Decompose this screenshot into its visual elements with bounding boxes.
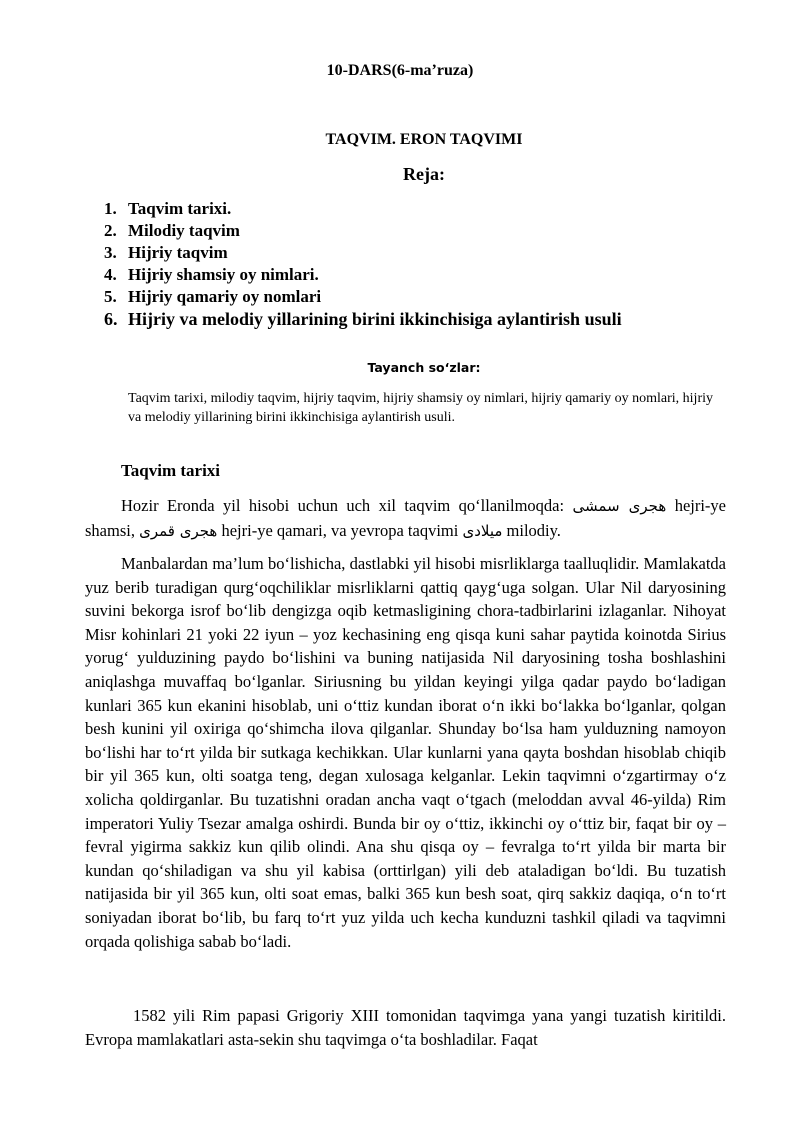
section-heading: Taqvim tarixi — [121, 461, 221, 480]
arabic-term: هجری سمشی — [572, 497, 667, 515]
arabic-term: میلادی — [462, 521, 503, 540]
paragraph: 1582 yili Rim papasi Grigoriy XIII tomonidan taqvimga yana yangi tuzatish kiritildi. Evropa mamlakatlari asta-sekin shu taqvimga o‘ta boshladilar. Faqat — [85, 1006, 726, 1049]
lesson-title: 10-DARS(6-ma’ruza) — [326, 62, 474, 79]
plan-list — [104, 198, 622, 330]
paragraph: Manbalardan ma’lum bo‘lishicha, dastlabki yil hisobi misrliklarga taalluqlidir. Mamlakatda yuz berib turadigan qurg‘oqchiliklar misrliklarni qattiq qayg‘uga solgan. Ular Nil daryosining suvini bekorga isrof bo‘lib dengizga oqib ketmasligining chora-tadbirlarini izlaganlar. Nihoyat Misr kohinlari 21 yoki 22 iyun – yoz kechasining eng qisqa kuni sahar paytida koinotda Sirius yorug‘ yulduzining paydo bo‘lishini va buning natijasida Nil daryosining tosha boshlashini aniqlashga muvaffaq bo‘lganlar. Siriusning bu yildan keyingi yilga qadar paydo bo‘ladigan kunlari 365 kun ekanini hisoblab, uni o‘ttiz kundan iborat o‘n ikki bo‘lakka bo‘lganlar, qolgan besh kunini yil oxiriga qo‘shimcha ilova qilganlar. Shunday bo‘lsa ham yulduzning namoyon bo‘lishi har to‘rt yilda bir sutkaga kechikkan. Ular kunlarni yana qayta boshdan hisoblab chiqib bir yil 365 kun, olti soatga teng, degan xulosaga kelganlar. Lekin taqvimni o‘zgartirmay o‘z xolicha qoldirganlar. Bu tuzatishni oradan ancha vaqt o‘tgach (meloddan avval 46-yilda) Rim imperatori Yuliy Tsezar amalga oshirdi. Bunda bir oy o‘ttiz, ikkinchi oy o‘ttiz bir, faqat bir oy – fevral yigirma sakkiz kun qilib olindi. Ana shu qisqa oy – fevralga to‘rt yilda bir marta bir kundan qo‘shiladigan va shu yil kabisa (orttirlgan) yili deb ataladigan bo‘ldi. Bu tuzatish natijasida bir yil 365 kun, olti soat emas, balki 365 kun besh soat, qirq sakkiz daqiqa, o‘n to‘rt soniyadan iborat bo‘lib, bu farq to‘rt yuz yilda uch kecha kunduzni tashkil qiladi va taqvimni orqada qolishiga sabab bo‘ladi. — [85, 554, 726, 951]
arabic-term: هجری قمری — [139, 521, 218, 540]
keywords-text: Taqvim tarixi, milodiy taqvim, hijriy taqvim, hijriy shamsiy oy nimlari, hijriy qamariy oy nomlari, hijriy va melodiy yillarining birini ikkinchisiga aylantirish usuli. — [128, 391, 713, 425]
paragraph: Hozir Eronda yil hisobi uchun uch xil taqvim qo‘llanilmoqda: هجری سمشی hejri-ye shamsi, هجری قمری hejri-ye qamari, va yevropa taqvimi میلادی milodiy. — [85, 496, 726, 540]
plan-item: 3. Hijriy taqvim — [104, 243, 228, 262]
plan-heading: Reja: — [403, 164, 445, 184]
plan-item: 2. Milodiy taqvim — [104, 221, 240, 240]
plan-item: 5. Hijriy qamariy oy nomlari — [104, 287, 322, 306]
plan-item: 6. Hijriy va melodiy yillarining birini ikkinchisiga aylantirish usuli — [104, 309, 622, 329]
plan-item: 1. Taqvim tarixi. — [104, 199, 232, 218]
plan-item: 4. Hijriy shamsiy oy nimlari. — [104, 265, 319, 284]
keywords-title: Tayanch so‘zlar: — [367, 360, 481, 375]
page-title: TAQVIM. ERON TAQVIMI — [325, 131, 523, 148]
